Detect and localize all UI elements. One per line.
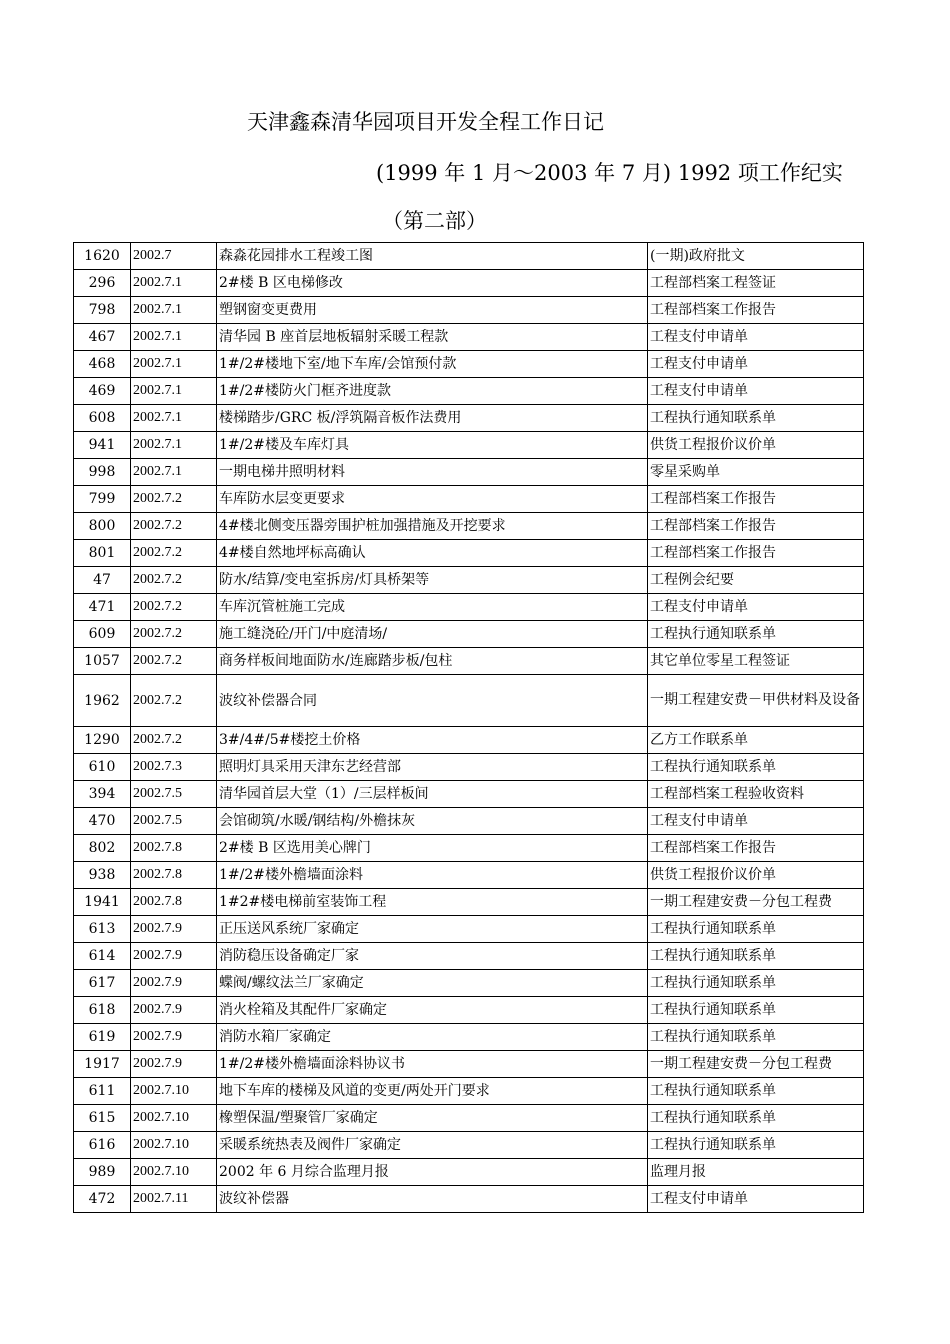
record-category: 工程执行通知联系单: [648, 997, 864, 1024]
table-row: [74, 297, 864, 324]
record-date: 2002.7.9: [131, 970, 217, 997]
table-row: [74, 1078, 864, 1105]
record-item: 森淼花园排水工程竣工图: [217, 243, 648, 270]
table-row: [74, 889, 864, 916]
record-number: 472: [74, 1186, 131, 1213]
record-category: 供货工程报价议价单: [648, 432, 864, 459]
record-number: 800: [74, 513, 131, 540]
record-date: 2002.7.1: [131, 459, 217, 486]
record-category: 工程例会纪要: [648, 567, 864, 594]
record-date: 2002.7: [131, 243, 217, 270]
record-category: 监理月报: [648, 1159, 864, 1186]
record-category: 工程执行通知联系单: [648, 754, 864, 781]
record-category: 工程部档案工作报告: [648, 297, 864, 324]
table-row: [74, 1105, 864, 1132]
record-number: 615: [74, 1105, 131, 1132]
record-item: 会馆砌筑/水暖/钢结构/外檐抹灰: [217, 808, 648, 835]
record-number: 394: [74, 781, 131, 808]
record-item: 塑钢窗变更费用: [217, 297, 648, 324]
record-category: 工程支付申请单: [648, 808, 864, 835]
record-category: 工程执行通知联系单: [648, 1105, 864, 1132]
record-item: 地下车库的楼梯及风道的变更/两处开门要求: [217, 1078, 648, 1105]
record-item: 正压送风系统厂家确定: [217, 916, 648, 943]
record-item: 楼梯踏步/GRC 板/浮筑隔音板作法费用: [217, 405, 648, 432]
record-date: 2002.7.10: [131, 1078, 217, 1105]
record-number: 998: [74, 459, 131, 486]
record-number: 614: [74, 943, 131, 970]
table-row: [74, 621, 864, 648]
table-row: [74, 862, 864, 889]
record-item: 消防水箱厂家确定: [217, 1024, 648, 1051]
table-row: [74, 1051, 864, 1078]
table-row: [74, 405, 864, 432]
record-item: 施工缝浇砼/开门/中庭清场/: [217, 621, 648, 648]
record-number: 616: [74, 1132, 131, 1159]
record-category: 其它单位零星工程签证: [648, 648, 864, 675]
record-item: 清华园首层大堂（1）/三层样板间: [217, 781, 648, 808]
table-row: [74, 486, 864, 513]
record-date: 2002.7.10: [131, 1105, 217, 1132]
table-row: [74, 675, 864, 727]
record-item: 车库防水层变更要求: [217, 486, 648, 513]
record-number: 941: [74, 432, 131, 459]
record-category: 工程执行通知联系单: [648, 405, 864, 432]
record-category: 工程部档案工程验收资料: [648, 781, 864, 808]
record-date: 2002.7.2: [131, 567, 217, 594]
table-row: [74, 432, 864, 459]
table-row: [74, 943, 864, 970]
record-category: 工程支付申请单: [648, 1186, 864, 1213]
table-row: [74, 324, 864, 351]
table-row: [74, 970, 864, 997]
record-item: 波纹补偿器: [217, 1186, 648, 1213]
table-row: [74, 916, 864, 943]
record-date: 2002.7.5: [131, 781, 217, 808]
table-row: [74, 1159, 864, 1186]
record-date: 2002.7.1: [131, 297, 217, 324]
record-date: 2002.7.2: [131, 540, 217, 567]
record-item: 消防稳压设备确定厂家: [217, 943, 648, 970]
record-number: 609: [74, 621, 131, 648]
record-number: 608: [74, 405, 131, 432]
record-date: 2002.7.9: [131, 916, 217, 943]
record-number: 613: [74, 916, 131, 943]
record-item: 商务样板间地面防水/连廊踏步板/包柱: [217, 648, 648, 675]
record-date: 2002.7.8: [131, 835, 217, 862]
record-number: 471: [74, 594, 131, 621]
record-date: 2002.7.3: [131, 754, 217, 781]
record-number: 1962: [74, 675, 131, 727]
work-log-body: [74, 243, 864, 1213]
record-number: 798: [74, 297, 131, 324]
table-row: [74, 243, 864, 270]
record-category: 一期工程建安费－分包工程费: [648, 889, 864, 916]
record-number: 1057: [74, 648, 131, 675]
record-item: 1#/2#楼地下室/地下车库/会馆预付款: [217, 351, 648, 378]
record-item: 1#2#楼电梯前室装饰工程: [217, 889, 648, 916]
table-row: [74, 270, 864, 297]
record-category: 零星采购单: [648, 459, 864, 486]
record-category: 工程执行通知联系单: [648, 970, 864, 997]
record-item: 橡塑保温/塑聚管厂家确定: [217, 1105, 648, 1132]
record-item: 采暖系统热表及阀件厂家确定: [217, 1132, 648, 1159]
record-number: 1917: [74, 1051, 131, 1078]
table-row: [74, 378, 864, 405]
record-category: 工程执行通知联系单: [648, 943, 864, 970]
record-category: 工程执行通知联系单: [648, 1024, 864, 1051]
work-log-table: [73, 242, 864, 1213]
record-item: 防水/结算/变电室拆房/灯具桥架等: [217, 567, 648, 594]
record-item: 2#楼 B 区电梯修改: [217, 270, 648, 297]
record-date: 2002.7.1: [131, 324, 217, 351]
record-number: 619: [74, 1024, 131, 1051]
record-date: 2002.7.11: [131, 1186, 217, 1213]
record-number: 610: [74, 754, 131, 781]
table-row: [74, 648, 864, 675]
record-date: 2002.7.2: [131, 727, 217, 754]
record-category: (一期)政府批文: [648, 243, 864, 270]
table-row: [74, 594, 864, 621]
record-number: 470: [74, 808, 131, 835]
record-number: 938: [74, 862, 131, 889]
table-row: [74, 513, 864, 540]
record-item: 波纹补偿器合同: [217, 675, 648, 727]
record-category: 工程部档案工作报告: [648, 513, 864, 540]
record-item: 清华园 B 座首层地板辐射采暖工程款: [217, 324, 648, 351]
record-item: 2002 年 6 月综合监理月报: [217, 1159, 648, 1186]
table-row: [74, 1132, 864, 1159]
record-date: 2002.7.1: [131, 378, 217, 405]
record-category: 工程执行通知联系单: [648, 916, 864, 943]
table-row: [74, 781, 864, 808]
record-category: 一期工程建安费－分包工程费: [648, 1051, 864, 1078]
record-number: 802: [74, 835, 131, 862]
record-category: 工程支付申请单: [648, 378, 864, 405]
record-date: 2002.7.2: [131, 621, 217, 648]
record-date: 2002.7.9: [131, 997, 217, 1024]
record-number: 296: [74, 270, 131, 297]
record-number: 617: [74, 970, 131, 997]
table-row: [74, 459, 864, 486]
record-number: 799: [74, 486, 131, 513]
record-category: 乙方工作联系单: [648, 727, 864, 754]
record-item: 4#楼自然地坪标高确认: [217, 540, 648, 567]
record-item: 车库沉管桩施工完成: [217, 594, 648, 621]
record-category: 工程支付申请单: [648, 351, 864, 378]
record-number: 468: [74, 351, 131, 378]
record-item: 3#/4#/5#楼挖土价格: [217, 727, 648, 754]
record-date: 2002.7.9: [131, 1051, 217, 1078]
record-number: 1290: [74, 727, 131, 754]
record-date: 2002.7.1: [131, 270, 217, 297]
record-category: 工程执行通知联系单: [648, 621, 864, 648]
record-number: 611: [74, 1078, 131, 1105]
record-number: 469: [74, 378, 131, 405]
record-item: 1#/2#楼外檐墙面涂料协议书: [217, 1051, 648, 1078]
record-item: 消火栓箱及其配件厂家确定: [217, 997, 648, 1024]
record-number: 989: [74, 1159, 131, 1186]
record-date: 2002.7.5: [131, 808, 217, 835]
record-date: 2002.7.1: [131, 432, 217, 459]
record-item: 1#/2#楼外檐墙面涂料: [217, 862, 648, 889]
record-category: 工程执行通知联系单: [648, 1132, 864, 1159]
record-number: 801: [74, 540, 131, 567]
table-row: [74, 540, 864, 567]
table-row: [74, 835, 864, 862]
record-date: 2002.7.10: [131, 1132, 217, 1159]
record-item: 1#/2#楼防火门框齐进度款: [217, 378, 648, 405]
record-date: 2002.7.2: [131, 486, 217, 513]
record-item: 2#楼 B 区选用美心牌门: [217, 835, 648, 862]
document-part: （第二部）: [382, 209, 487, 233]
record-category: 供货工程报价议价单: [648, 862, 864, 889]
record-date: 2002.7.2: [131, 513, 217, 540]
record-date: 2002.7.2: [131, 648, 217, 675]
record-number: 1620: [74, 243, 131, 270]
record-item: 1#/2#楼及车库灯具: [217, 432, 648, 459]
table-row: [74, 351, 864, 378]
record-date: 2002.7.8: [131, 862, 217, 889]
record-category: 工程部档案工作报告: [648, 540, 864, 567]
table-row: [74, 997, 864, 1024]
record-date: 2002.7.10: [131, 1159, 217, 1186]
record-number: 467: [74, 324, 131, 351]
document-title: 天津鑫森清华园项目开发全程工作日记: [247, 110, 604, 134]
record-category: 工程部档案工作报告: [648, 835, 864, 862]
record-number: 618: [74, 997, 131, 1024]
record-category: 工程部档案工程签证: [648, 270, 864, 297]
record-date: 2002.7.1: [131, 405, 217, 432]
record-category: 工程执行通知联系单: [648, 1078, 864, 1105]
record-item: 蝶阀/螺纹法兰厂家确定: [217, 970, 648, 997]
table-row: [74, 808, 864, 835]
document-subtitle: (1999 年 1 月～2003 年 7 月) 1992 项工作纪实: [376, 161, 843, 185]
record-category: 一期工程建安费－甲供材料及设备: [648, 675, 864, 727]
table-row: [74, 727, 864, 754]
record-item: 照明灯具采用天津东艺经营部: [217, 754, 648, 781]
record-number: 1941: [74, 889, 131, 916]
record-date: 2002.7.2: [131, 675, 217, 727]
record-date: 2002.7.1: [131, 351, 217, 378]
record-item: 一期电梯井照明材料: [217, 459, 648, 486]
table-row: [74, 754, 864, 781]
table-row: [74, 1024, 864, 1051]
table-row: [74, 567, 864, 594]
record-date: 2002.7.8: [131, 889, 217, 916]
record-category: 工程部档案工作报告: [648, 486, 864, 513]
record-date: 2002.7.2: [131, 594, 217, 621]
table-row: [74, 1186, 864, 1213]
record-number: 47: [74, 567, 131, 594]
record-category: 工程支付申请单: [648, 594, 864, 621]
record-date: 2002.7.9: [131, 943, 217, 970]
record-item: 4#楼北侧变压器旁围护桩加强措施及开挖要求: [217, 513, 648, 540]
record-category: 工程支付申请单: [648, 324, 864, 351]
record-date: 2002.7.9: [131, 1024, 217, 1051]
